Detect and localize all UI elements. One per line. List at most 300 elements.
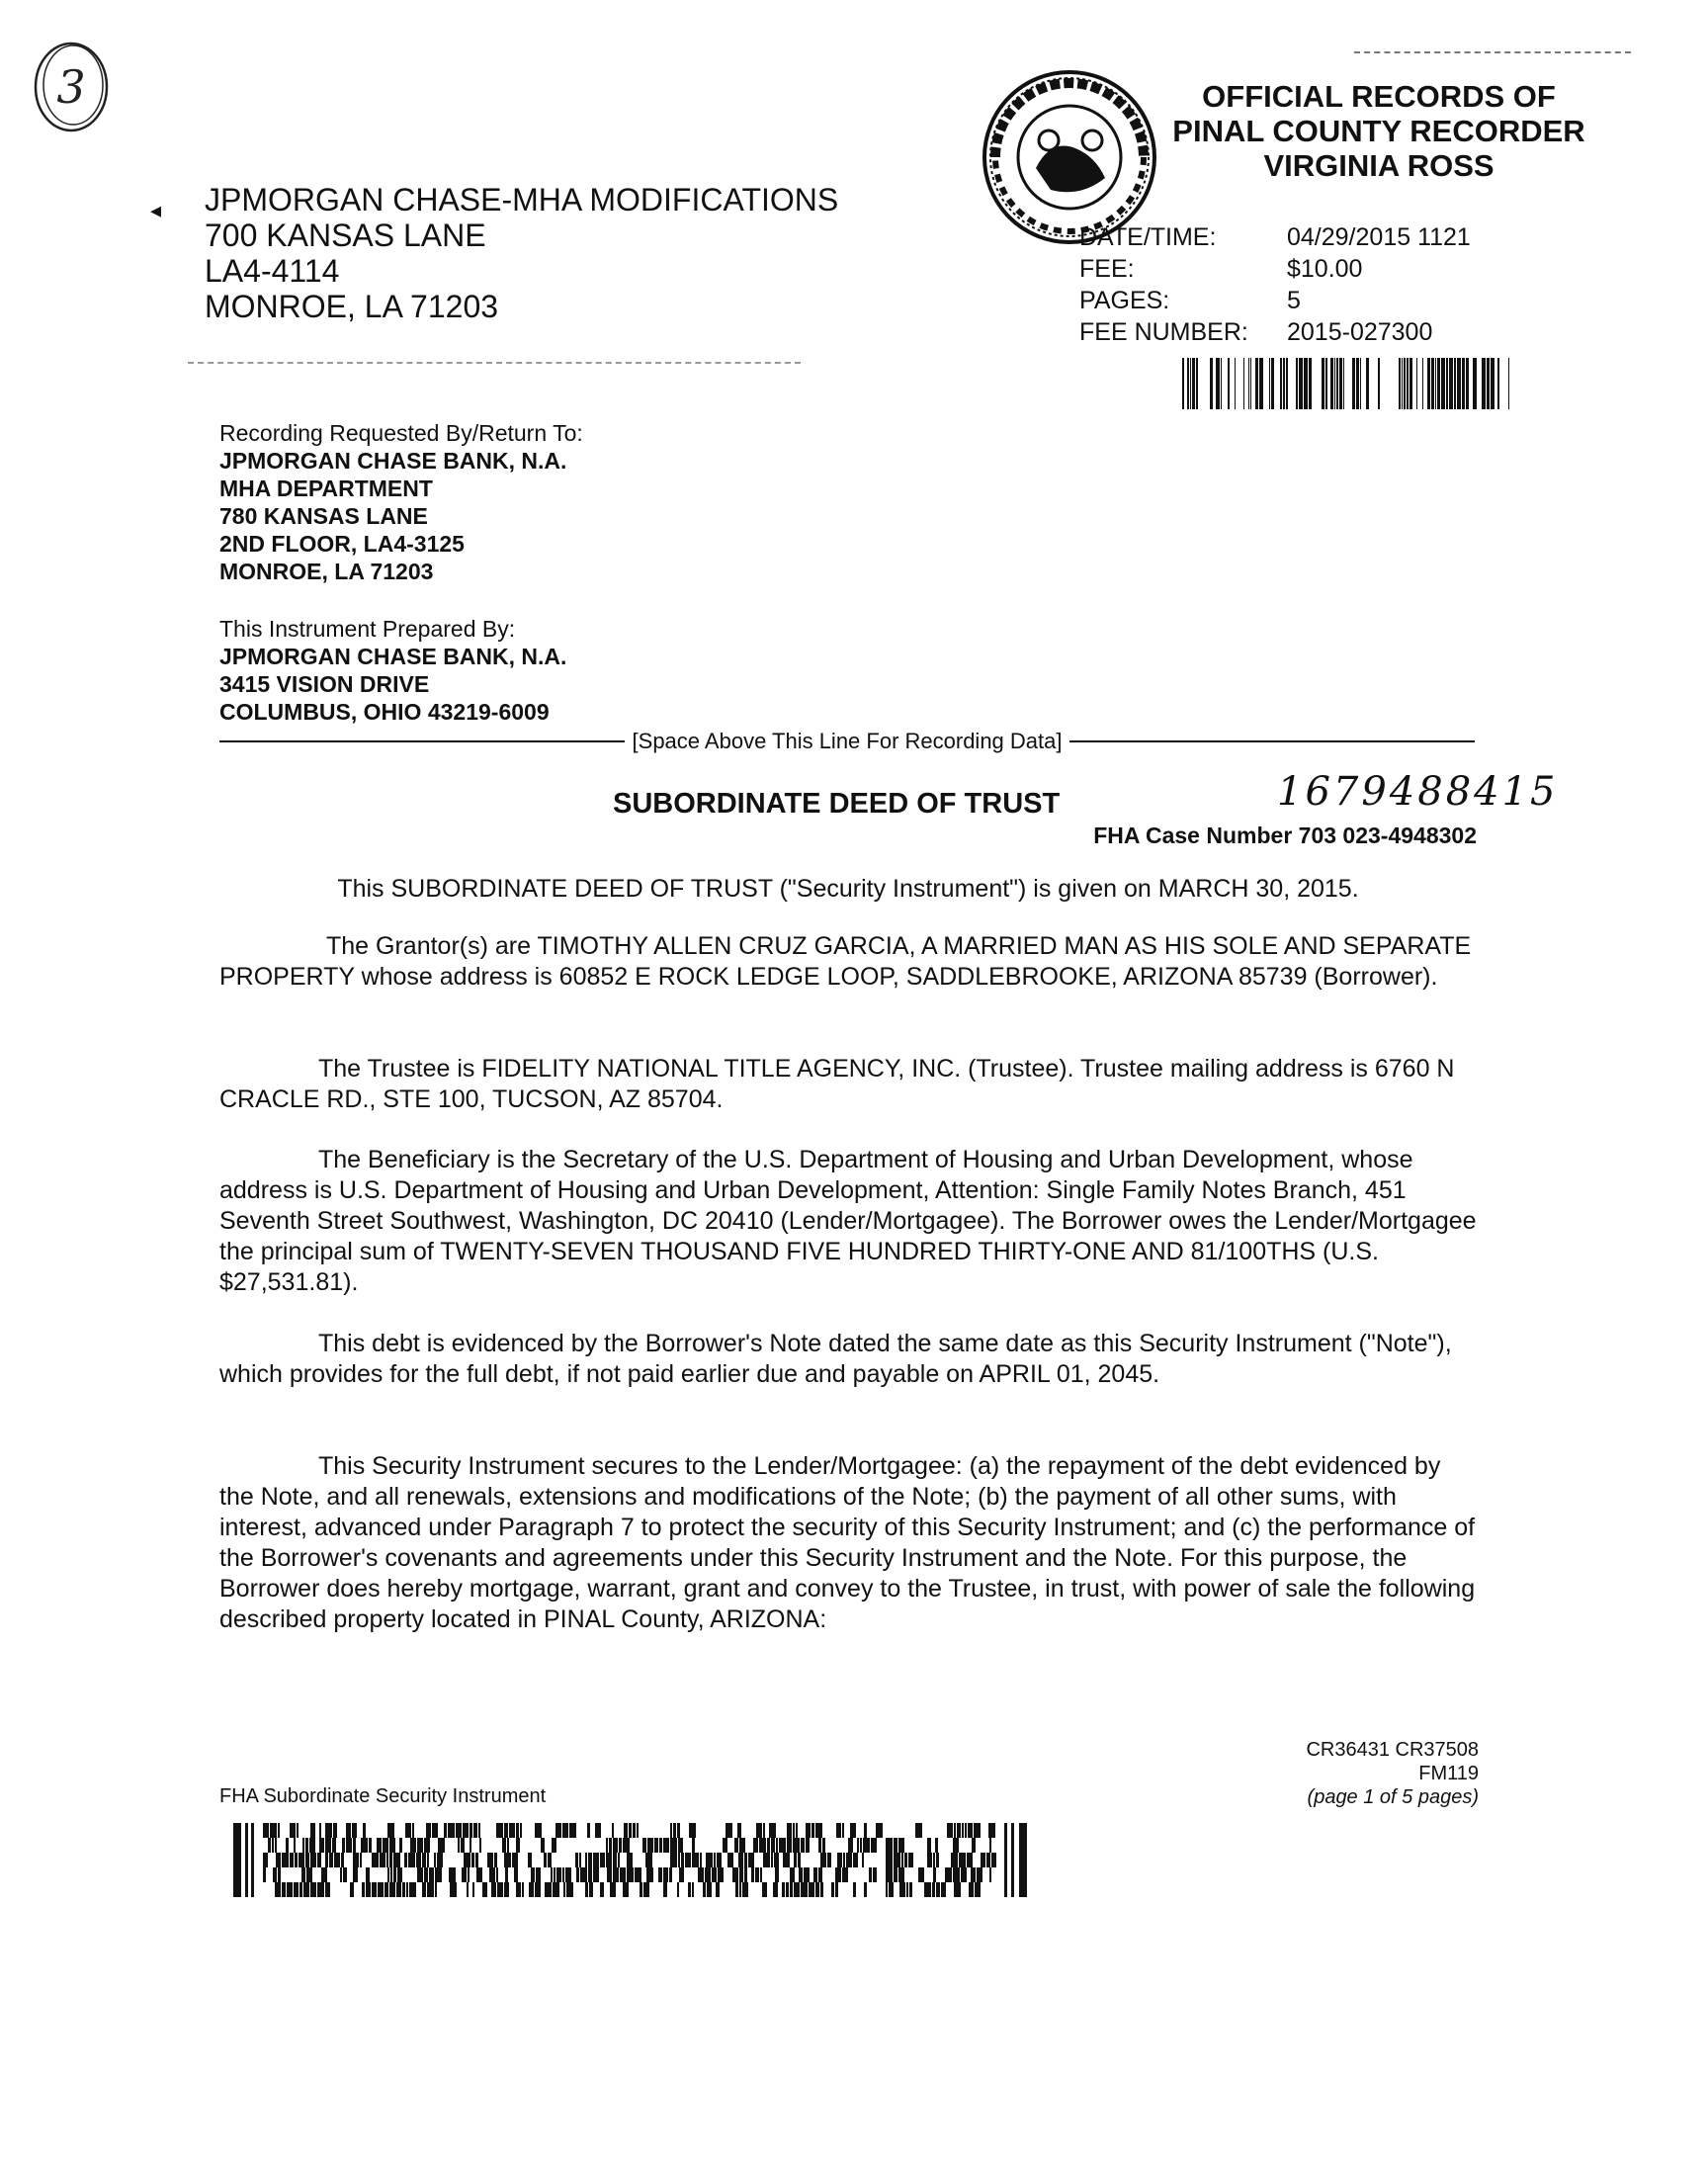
barcode-module xyxy=(738,1853,743,1867)
barcode-module xyxy=(909,1882,912,1897)
document-title: SUBORDINATE DEED OF TRUST xyxy=(613,788,1061,820)
barcode-module xyxy=(654,1838,658,1853)
barcode-module xyxy=(566,1882,573,1897)
barcode-module xyxy=(589,1882,593,1897)
barcode-module xyxy=(263,1823,269,1838)
barcode-module xyxy=(818,1867,822,1882)
barcode-module xyxy=(835,1867,841,1882)
barcode-bar xyxy=(1325,358,1327,409)
barcode-module xyxy=(386,1853,388,1867)
barcode-module xyxy=(742,1882,748,1897)
barcode-module xyxy=(514,1867,518,1882)
barcode-bar xyxy=(1366,358,1369,409)
recording-data-separator xyxy=(219,728,1475,755)
barcode-module xyxy=(424,1838,430,1853)
prepared-by-heading: This Instrument Prepared By: xyxy=(219,616,516,642)
barcode-module xyxy=(393,1853,400,1867)
barcode-module xyxy=(737,1823,741,1838)
barcode-module xyxy=(857,1838,859,1853)
barcode-module xyxy=(309,1838,315,1853)
barcode-module xyxy=(389,1882,395,1897)
barcode-module xyxy=(1011,1823,1014,1897)
barcode-module xyxy=(504,1882,509,1897)
barcode-module xyxy=(941,1882,946,1897)
barcode-module xyxy=(563,1882,565,1897)
barcode-module xyxy=(663,1882,667,1897)
barcode-module xyxy=(1004,1823,1007,1897)
barcode-module xyxy=(417,1867,423,1882)
barcode-module xyxy=(965,1823,967,1838)
barcode-bar xyxy=(1255,358,1258,409)
barcode-module xyxy=(342,1838,345,1853)
barcode-bar xyxy=(1487,358,1490,409)
barcode-module xyxy=(404,1853,407,1867)
barcode-module xyxy=(843,1853,845,1867)
barcode-module xyxy=(438,1838,445,1853)
barcode-module xyxy=(378,1882,384,1897)
barcode-module xyxy=(756,1823,762,1838)
barcode-module xyxy=(576,1867,579,1882)
barcode-module xyxy=(886,1882,888,1897)
barcode-module xyxy=(325,1838,331,1853)
recording-row-datetime xyxy=(1079,221,1471,253)
barcode-module xyxy=(739,1867,743,1882)
barcode-module xyxy=(333,1823,337,1838)
barcode-module xyxy=(918,1867,924,1882)
barcode-module xyxy=(390,1867,392,1882)
barcode-module xyxy=(607,1867,612,1882)
barcode-module xyxy=(901,1853,903,1867)
barcode-module xyxy=(528,1853,532,1867)
barcode-module xyxy=(670,1853,677,1867)
barcode-module xyxy=(478,1823,480,1838)
barcode-module xyxy=(372,1882,377,1897)
barcode-module xyxy=(716,1882,720,1897)
barcode-module xyxy=(346,1823,351,1838)
barcode-module xyxy=(645,1853,652,1867)
barcode-module xyxy=(325,1882,330,1897)
barcode-bar xyxy=(1296,358,1298,409)
barcode-module xyxy=(618,1853,620,1867)
barcode-module xyxy=(396,1882,401,1897)
barcode-module xyxy=(319,1823,321,1838)
return-to-line: 780 KANSAS LANE xyxy=(219,503,428,529)
barcode-module xyxy=(908,1853,913,1867)
barcode-module xyxy=(282,1853,289,1867)
barcode-module xyxy=(353,1838,356,1853)
barcode-bar xyxy=(1435,358,1436,409)
barcode-bar xyxy=(1322,358,1324,409)
barcode-module xyxy=(600,1882,604,1897)
barcode-module xyxy=(957,1823,961,1838)
barcode-bar xyxy=(1466,358,1469,409)
barcode-module xyxy=(305,1838,308,1853)
barcode-bar xyxy=(1441,358,1445,409)
barcode-module xyxy=(505,1867,508,1882)
sender-line: 700 KANSAS LANE xyxy=(205,217,486,253)
barcode-module xyxy=(842,1867,848,1882)
barcode-module xyxy=(569,1823,576,1838)
barcode-module xyxy=(536,1867,541,1882)
barcode-module xyxy=(464,1853,470,1867)
recording-value: $10.00 xyxy=(1287,255,1363,283)
barcode-module xyxy=(760,1867,762,1882)
barcode-bar xyxy=(1378,358,1380,409)
barcode-module xyxy=(434,1853,436,1867)
barcode-module xyxy=(606,1838,608,1853)
barcode-bar xyxy=(1457,358,1461,409)
handwritten-loan-number: 1679488415 xyxy=(1277,769,1559,815)
barcode-module xyxy=(429,1867,434,1882)
barcode-bar xyxy=(1283,358,1285,409)
barcode-module xyxy=(1019,1823,1027,1897)
barcode-module xyxy=(899,1882,905,1897)
barcode-module xyxy=(473,1823,477,1838)
barcode-bar xyxy=(1339,358,1342,409)
barcode-module xyxy=(251,1823,254,1897)
barcode-module xyxy=(894,1853,900,1867)
barcode-module xyxy=(813,1867,817,1882)
barcode-module xyxy=(290,1853,294,1867)
recording-label: DATE/TIME: xyxy=(1079,223,1217,251)
barcode-module xyxy=(588,1853,592,1867)
barcode-bar xyxy=(1360,358,1361,409)
barcode-module xyxy=(408,1853,415,1867)
recording-value: 2015-027300 xyxy=(1287,318,1433,346)
barcode-module xyxy=(869,1867,872,1882)
barcode-module xyxy=(640,1882,642,1897)
barcode-module xyxy=(494,1853,497,1867)
scan-dash xyxy=(188,362,801,364)
barcode-bar xyxy=(1192,358,1195,409)
barcode-module xyxy=(759,1838,766,1853)
recorder-title xyxy=(1147,79,1611,183)
barcode-module xyxy=(295,1853,298,1867)
barcode-module xyxy=(406,1882,408,1897)
barcode-bar xyxy=(1187,358,1189,409)
barcode-module xyxy=(886,1838,893,1853)
prepared-by-block xyxy=(219,615,566,726)
barcode-module xyxy=(822,1838,825,1853)
barcode-module xyxy=(545,1882,552,1897)
barcode-module xyxy=(853,1882,856,1897)
barcode-module xyxy=(678,1853,680,1867)
barcode-bar xyxy=(1250,358,1251,409)
barcode-module xyxy=(593,1867,599,1882)
barcode-module xyxy=(273,1867,277,1882)
barcode-bar xyxy=(1497,358,1499,409)
barcode-module xyxy=(815,1823,822,1838)
barcode-bar xyxy=(1343,358,1344,409)
barcode-module xyxy=(317,1882,324,1897)
recorder-title-line: VIRGINIA ROSS xyxy=(1263,148,1494,183)
barcode-module xyxy=(325,1853,328,1867)
barcode-module xyxy=(329,1853,333,1867)
barcode-module xyxy=(305,1853,309,1867)
barcode-module xyxy=(548,1853,552,1867)
barcode-module xyxy=(562,1823,568,1838)
barcode-module xyxy=(689,1823,696,1838)
barcode-module xyxy=(806,1823,811,1838)
barcode-module xyxy=(482,1882,487,1897)
barcode-module xyxy=(449,1867,456,1882)
barcode-bar xyxy=(1248,358,1249,409)
barcode-bar xyxy=(1491,358,1494,409)
barcode-module xyxy=(623,1882,629,1897)
barcode-module xyxy=(927,1838,931,1853)
barcode-module xyxy=(276,1853,281,1867)
barcode-bar xyxy=(1196,358,1198,409)
footer-page-number: (page 1 of 5 pages) xyxy=(1307,1786,1479,1808)
barcode-module xyxy=(809,1882,814,1897)
barcode-module xyxy=(600,1853,605,1867)
barcode-module xyxy=(491,1882,496,1897)
paragraph-trustee: The Trustee is FIDELITY NATIONAL TITLE AGENCY, INC. (Trustee). Trustee mailing address is 6760 N CRACLE RD., STE 100, TUCSON, AZ 85704. xyxy=(219,1055,1455,1113)
barcode-module xyxy=(953,1838,959,1853)
barcode-bar xyxy=(1352,358,1355,409)
barcode-module xyxy=(352,1823,357,1838)
barcode-module xyxy=(437,1853,443,1867)
barcode-module xyxy=(531,1867,535,1882)
barcode-module xyxy=(512,1853,518,1867)
barcode-module xyxy=(739,1838,745,1853)
barcode-module xyxy=(775,1867,779,1882)
barcode-module xyxy=(748,1853,754,1867)
barcode-module xyxy=(951,1853,958,1867)
barcode-bar xyxy=(1409,358,1412,409)
barcode-module xyxy=(585,1853,587,1867)
recording-row-pages xyxy=(1079,285,1471,316)
barcode-module xyxy=(799,1867,803,1882)
barcode-module xyxy=(864,1823,867,1838)
barcode-module xyxy=(384,1882,388,1897)
barcode-module xyxy=(947,1823,953,1838)
barcode-module xyxy=(497,1882,503,1897)
barcode-module xyxy=(707,1882,712,1897)
barcode-module xyxy=(692,1882,694,1897)
barcode-module xyxy=(535,1882,541,1897)
barcode-module xyxy=(786,1882,789,1897)
barcode-module xyxy=(991,1853,996,1867)
barcode-module xyxy=(363,1823,366,1838)
barcode-module xyxy=(767,1838,770,1853)
barcode-module xyxy=(462,1867,467,1882)
barcode-module xyxy=(643,1882,649,1897)
barcode-module xyxy=(588,1867,592,1882)
paragraph-note: This debt is evidenced by the Borrower's Note dated the same date as this Security Instrument ("Note"), which provides for the full debt, if not paid earlier due and payable on APRIL 01, 2045. xyxy=(219,1330,1452,1388)
barcode-module xyxy=(551,1867,553,1882)
barcode-module xyxy=(479,1838,481,1853)
barcode-module xyxy=(678,1838,683,1853)
barcode-module xyxy=(835,1882,838,1897)
barcode-module xyxy=(489,1867,495,1882)
barcode-module xyxy=(988,1823,995,1838)
barcode-module xyxy=(612,1823,614,1838)
barcode-module xyxy=(278,1867,281,1882)
barcode-module xyxy=(393,1867,396,1882)
barcode-module xyxy=(688,1882,691,1897)
barcode-module xyxy=(299,1853,304,1867)
barcode-module xyxy=(334,1853,340,1867)
barcode-module xyxy=(606,1853,612,1867)
barcode-module xyxy=(275,1882,281,1897)
barcode-bar xyxy=(1330,358,1333,409)
barcode-module xyxy=(556,1867,561,1882)
fha-case-number: FHA Case Number 703 023-4948302 xyxy=(1093,823,1477,848)
barcode-bar xyxy=(1404,358,1406,409)
sender-address xyxy=(205,182,838,324)
barcode-module xyxy=(520,1823,522,1838)
barcode-module xyxy=(475,1853,478,1867)
barcode-module xyxy=(886,1867,893,1882)
return-to-line: MONROE, LA 71203 xyxy=(219,559,434,584)
recording-row-fee xyxy=(1079,253,1471,285)
barcode-module xyxy=(310,1882,316,1897)
barcode-bar xyxy=(1334,358,1335,409)
barcode-module xyxy=(850,1823,856,1838)
barcode-bar xyxy=(1259,358,1263,409)
barcode-module xyxy=(915,1823,922,1838)
barcode-module xyxy=(496,1867,498,1882)
barcode-module xyxy=(290,1823,296,1838)
pdf417-barcode-icon xyxy=(233,1823,1032,1897)
barcode-module xyxy=(790,1867,795,1882)
barcode-module xyxy=(245,1823,248,1897)
barcode-module xyxy=(377,1838,382,1853)
barcode-module xyxy=(470,1838,471,1853)
barcode-module xyxy=(677,1882,679,1897)
barcode-module xyxy=(771,1853,773,1867)
barcode-module xyxy=(399,1838,402,1853)
sender-line: LA4-4114 xyxy=(205,253,340,289)
barcode-module xyxy=(751,1867,754,1882)
recording-row-fee-number xyxy=(1079,316,1471,348)
barcode-module xyxy=(427,1853,429,1867)
barcode-module xyxy=(981,1853,985,1867)
barcode-module xyxy=(233,1823,241,1897)
barcode-module xyxy=(270,1823,277,1838)
barcode-module xyxy=(410,1838,416,1853)
barcode-module xyxy=(426,1823,431,1838)
barcode-module xyxy=(811,1823,814,1838)
barcode-module xyxy=(714,1853,716,1867)
barcode-module xyxy=(793,1823,795,1838)
barcode-module xyxy=(783,1853,790,1867)
barcode-module xyxy=(904,1853,907,1867)
barcode-module xyxy=(782,1882,785,1897)
barcode-module xyxy=(860,1838,862,1853)
barcode-bar xyxy=(1462,358,1465,409)
barcode-module xyxy=(629,1823,632,1838)
paragraph-security: This Security Instrument secures to the Lender/Mortgagee: (a) the repayment of the debt evidenced by the Note, and all renewals, extensions and modifications of the Note; (b) the payment of all other sums, with interest, advanced under Paragraph 7 to protect the security of this Security Instrument; and (c) the performance of the Borrower's covenants and agreements under this Security Instrument and the Note. For this purpose, the Borrower does hereby mortgage, warrant, grant and convey to the Trustee, in trust, with power of sale the following described property located in PINAL County, ARIZONA: xyxy=(219,1452,1476,1633)
barcode-module xyxy=(522,1882,524,1897)
barcode-module xyxy=(717,1853,722,1867)
barcode-module xyxy=(272,1838,274,1853)
barcode-module xyxy=(535,1823,542,1838)
barcode-module xyxy=(263,1853,268,1867)
barcode-module xyxy=(529,1882,534,1897)
barcode-module xyxy=(553,1882,559,1897)
recording-barcode-icon xyxy=(1182,358,1513,409)
barcode-module xyxy=(726,1823,732,1838)
barcode-module xyxy=(977,1867,982,1882)
barcode-module xyxy=(801,1838,805,1853)
barcode-module xyxy=(924,1882,931,1897)
barcode-module xyxy=(774,1853,779,1867)
recording-value: 04/29/2015 1121 xyxy=(1287,223,1471,251)
barcode-module xyxy=(461,1838,465,1853)
barcode-module xyxy=(658,1867,662,1882)
barcode-bar xyxy=(1336,358,1338,409)
barcode-bar xyxy=(1216,358,1220,409)
recording-value: 5 xyxy=(1287,287,1301,314)
barcode-module xyxy=(353,1867,358,1882)
barcode-module xyxy=(361,1838,368,1853)
barcode-module xyxy=(585,1882,588,1897)
barcode-module xyxy=(842,1823,844,1838)
barcode-module xyxy=(458,1838,460,1853)
barcode-bar xyxy=(1399,358,1401,409)
barcode-module xyxy=(763,1823,765,1838)
barcode-module xyxy=(496,1823,503,1838)
barcode-module xyxy=(989,1838,991,1853)
footer-form-number: FM119 xyxy=(1418,1763,1479,1784)
barcode-module xyxy=(353,1853,359,1867)
barcode-module xyxy=(555,1823,561,1838)
barcode-module xyxy=(369,1838,372,1853)
barcode-module xyxy=(286,1838,289,1853)
return-to-heading: Recording Requested By/Return To: xyxy=(219,420,583,446)
barcode-module xyxy=(422,1853,426,1867)
barcode-module xyxy=(450,1882,457,1897)
barcode-module xyxy=(424,1867,428,1882)
barcode-module xyxy=(427,1882,434,1897)
barcode-module xyxy=(487,1853,493,1867)
barcode-module xyxy=(544,1853,547,1867)
barcode-bar xyxy=(1508,358,1509,409)
barcode-module xyxy=(516,1823,519,1838)
barcode-module xyxy=(837,1853,842,1867)
barcode-module xyxy=(659,1838,662,1853)
recording-info xyxy=(1079,221,1471,348)
barcode-module xyxy=(389,1838,395,1853)
barcode-module xyxy=(871,1838,877,1853)
barcode-module xyxy=(971,1867,976,1882)
barcode-module xyxy=(302,1838,304,1853)
barcode-bar xyxy=(1437,358,1440,409)
recording-label: FEE NUMBER: xyxy=(1079,318,1248,346)
prepared-by-line: 3415 VISION DRIVE xyxy=(219,671,430,697)
barcode-module xyxy=(818,1838,821,1853)
barcode-module xyxy=(387,1867,389,1882)
barcode-module xyxy=(692,1838,695,1853)
barcode-module xyxy=(299,1882,302,1897)
barcode-module xyxy=(294,1838,296,1853)
barcode-bar xyxy=(1309,358,1312,409)
barcode-module xyxy=(735,1882,738,1897)
barcode-module xyxy=(325,1823,332,1838)
barcode-module xyxy=(670,1838,677,1853)
handwritten-mark: 3 xyxy=(56,60,86,114)
barcode-bar xyxy=(1422,358,1423,409)
barcode-module xyxy=(504,1823,508,1838)
barcode-module xyxy=(793,1838,800,1853)
barcode-module xyxy=(456,1823,462,1838)
barcode-module xyxy=(435,1882,437,1897)
barcode-module xyxy=(935,1838,938,1853)
barcode-module xyxy=(685,1853,691,1867)
barcode-module xyxy=(779,1838,786,1853)
